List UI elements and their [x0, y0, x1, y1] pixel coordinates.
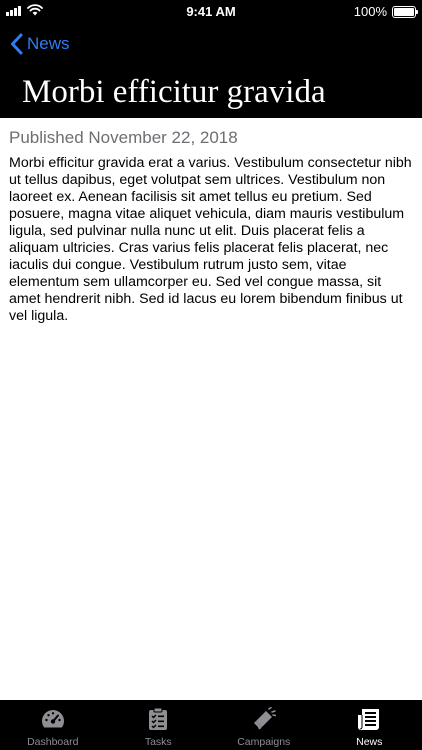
- tab-dashboard[interactable]: [0, 700, 106, 750]
- newspaper-icon: [357, 707, 381, 731]
- status-time: 9:41 AM: [186, 4, 236, 19]
- speedometer-icon: [40, 708, 66, 730]
- page-title: Morbi efficitur gravida: [22, 74, 326, 110]
- chevron-left-icon: [10, 33, 23, 55]
- tab-tasks[interactable]: [106, 700, 212, 750]
- tab-label: Campaigns: [237, 736, 291, 748]
- tab-label: News: [356, 736, 383, 748]
- tab-campaigns[interactable]: [211, 700, 317, 750]
- article-body: Morbi efficitur gravida erat a varius. Vestibulum consectetur nibh ut tellus dapibus, eget volutpat sem ultrices. Vestibulum non laoreet ex. Aenean facilisis sit amet tellus eu pretium. Sed posuere, magna vitae aliquet vehicula, diam mauris vestibulum ligula, sed pulvinar nulla nunc ut elit. Duis placerat felis a aliquam ultricies. Cras varius felis placerat felis placerat, nec iaculis dui congue. Vestibulum rutrum justo sem, vitae elementum sem ullamcorper eu. Sed vel congue massa, sit amet hendrerit nibh. Sed id lacus eu lorem bibendum finibus ut vel ligula.: [9, 155, 412, 324]
- tab-label: Tasks: [144, 736, 172, 748]
- status-bar: [0, 0, 422, 22]
- status-right: [354, 4, 416, 19]
- megaphone-icon: [252, 707, 276, 731]
- back-button-label: News: [27, 34, 70, 53]
- clipboard-icon: [148, 707, 168, 731]
- back-button[interactable]: [10, 30, 70, 58]
- battery-percent: 100%: [353, 4, 387, 19]
- title-bar: [0, 66, 422, 118]
- battery-icon: [392, 6, 416, 18]
- navigation-bar: [0, 22, 422, 66]
- tab-label: Dashboard: [27, 736, 79, 748]
- tab-bar: [0, 700, 422, 750]
- tab-news[interactable]: [317, 700, 422, 750]
- published-date: Published November 22, 2018: [9, 128, 238, 147]
